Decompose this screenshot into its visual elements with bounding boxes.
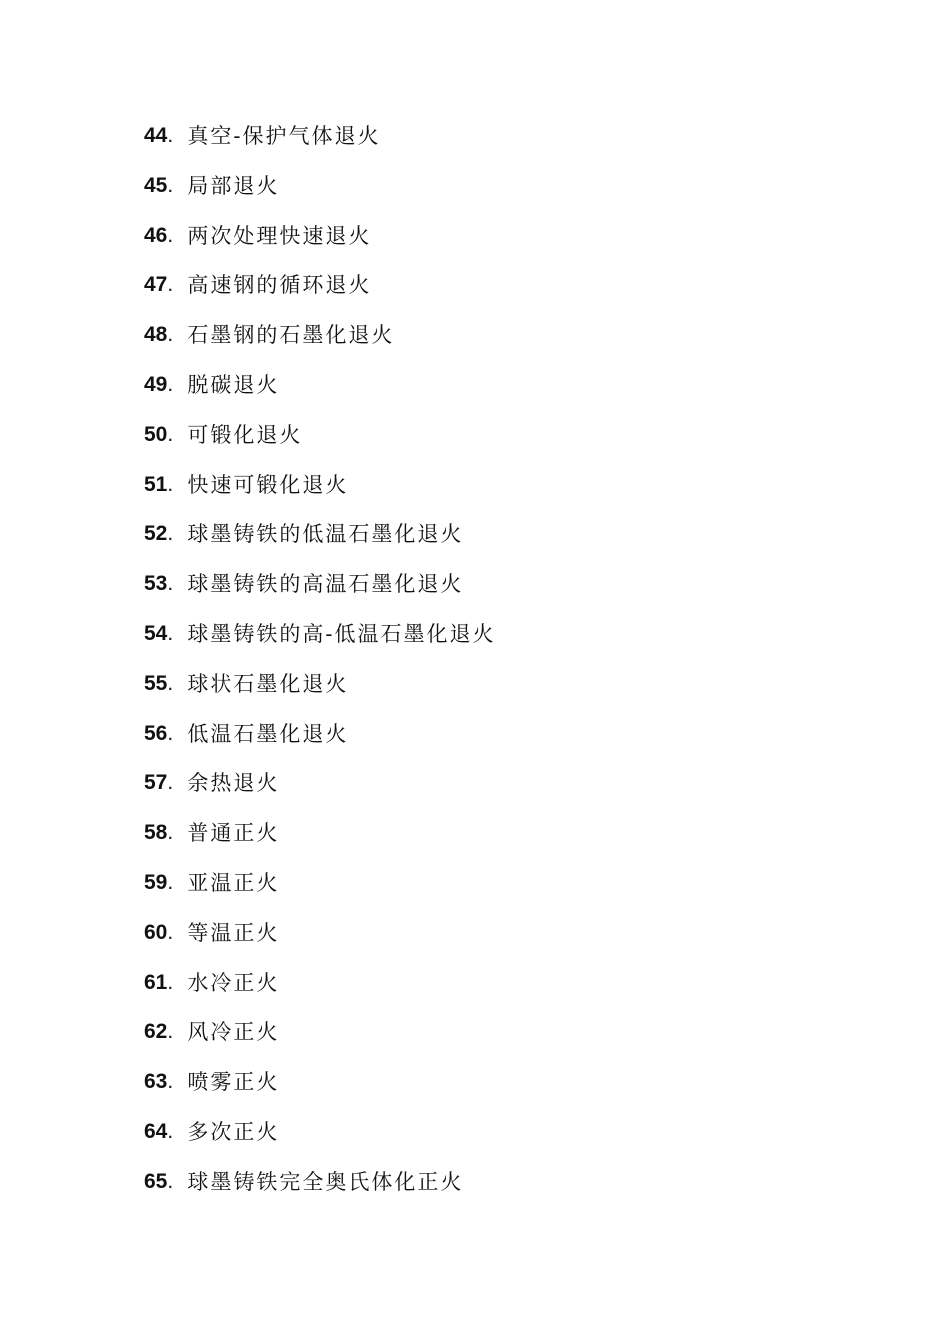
item-number: 60	[144, 920, 168, 944]
item-separator: .	[167, 621, 174, 645]
list-item	[144, 819, 495, 869]
item-number: 58	[144, 821, 168, 845]
item-separator: .	[167, 1020, 174, 1044]
list-item	[144, 620, 495, 670]
item-text: 真空-保护气体退火	[187, 124, 381, 148]
item-separator: .	[167, 273, 174, 297]
item-text: 局部退火	[187, 173, 280, 198]
item-text: 脱碳退火	[187, 372, 280, 397]
item-number: 53	[144, 572, 168, 596]
item-separator: .	[167, 124, 174, 147]
item-number: 51	[144, 472, 168, 496]
item-text: 球状石墨化退火	[187, 671, 349, 696]
item-text: 球墨铸铁完全奥氏体化正火	[187, 1169, 464, 1194]
list-item	[144, 271, 495, 321]
item-separator: .	[167, 920, 174, 944]
item-text: 喷雾正火	[187, 1070, 280, 1095]
item-separator: .	[167, 1119, 174, 1143]
list-item	[144, 969, 495, 1019]
item-text: 风冷正火	[187, 1020, 280, 1045]
item-separator: .	[167, 870, 174, 894]
item-separator: .	[167, 572, 174, 596]
item-text: 亚温正火	[187, 870, 280, 895]
item-number: 54	[144, 621, 168, 645]
item-number: 45	[144, 173, 168, 197]
list-item	[144, 720, 495, 770]
list-item	[144, 1018, 495, 1068]
list-item	[144, 371, 495, 421]
item-number: 50	[144, 422, 168, 446]
item-number: 61	[144, 970, 168, 994]
item-number: 65	[144, 1169, 168, 1193]
item-number: 52	[144, 522, 168, 546]
item-text: 水冷正火	[187, 970, 280, 995]
list-item	[144, 570, 495, 620]
item-separator: .	[167, 721, 174, 745]
list-item	[144, 919, 495, 969]
list-item	[144, 869, 495, 919]
item-text: 快速可锻化退火	[187, 472, 349, 497]
item-text: 石墨钢的石墨化退火	[187, 323, 395, 348]
item-text: 高速钢的循环退火	[187, 273, 372, 298]
item-number: 48	[144, 323, 168, 347]
item-separator: .	[167, 1169, 174, 1193]
item-number: 57	[144, 771, 168, 795]
item-text: 低温石墨化退火	[187, 721, 349, 746]
list-item	[144, 471, 495, 521]
list-item	[144, 769, 495, 819]
item-number: 64	[144, 1119, 168, 1143]
item-separator: .	[167, 422, 174, 446]
item-separator: .	[167, 970, 174, 994]
list-item	[144, 520, 495, 570]
list-item	[144, 172, 495, 222]
item-separator: .	[167, 821, 174, 845]
item-separator: .	[167, 671, 174, 695]
item-number: 49	[144, 372, 168, 396]
item-number: 55	[144, 671, 168, 695]
item-text: 等温正火	[187, 920, 280, 945]
item-text: 余热退火	[187, 771, 280, 796]
list-item	[144, 421, 495, 471]
item-number: 46	[144, 223, 168, 247]
item-separator: .	[167, 522, 174, 546]
item-separator: .	[167, 173, 174, 197]
item-separator: .	[167, 223, 174, 247]
item-number: 47	[144, 273, 168, 297]
item-text: 球墨铸铁的高温石墨化退火	[187, 572, 464, 597]
list-item	[144, 222, 495, 272]
list-item	[144, 122, 495, 172]
item-number: 63	[144, 1070, 168, 1094]
item-separator: .	[167, 1070, 174, 1094]
item-number: 62	[144, 1020, 168, 1044]
item-number: 56	[144, 721, 168, 745]
item-text: 可锻化退火	[187, 422, 303, 447]
item-separator: .	[167, 323, 174, 347]
list-item	[144, 321, 495, 371]
list-item	[144, 1168, 495, 1218]
item-text: 球墨铸铁的高-低温石墨化退火	[187, 621, 496, 646]
item-number: 59	[144, 870, 168, 894]
item-separator: .	[167, 372, 174, 396]
list-item	[144, 1118, 495, 1168]
item-separator: .	[167, 771, 174, 795]
item-text: 球墨铸铁的低温石墨化退火	[187, 522, 464, 547]
list-item	[144, 1068, 495, 1118]
item-text: 普通正火	[187, 821, 280, 846]
list-item	[144, 670, 495, 720]
item-text: 多次正火	[187, 1119, 280, 1144]
item-separator: .	[167, 472, 174, 496]
heat-treatment-list	[144, 122, 495, 1218]
item-number: 44	[144, 124, 168, 147]
item-text: 两次处理快速退火	[187, 223, 372, 248]
